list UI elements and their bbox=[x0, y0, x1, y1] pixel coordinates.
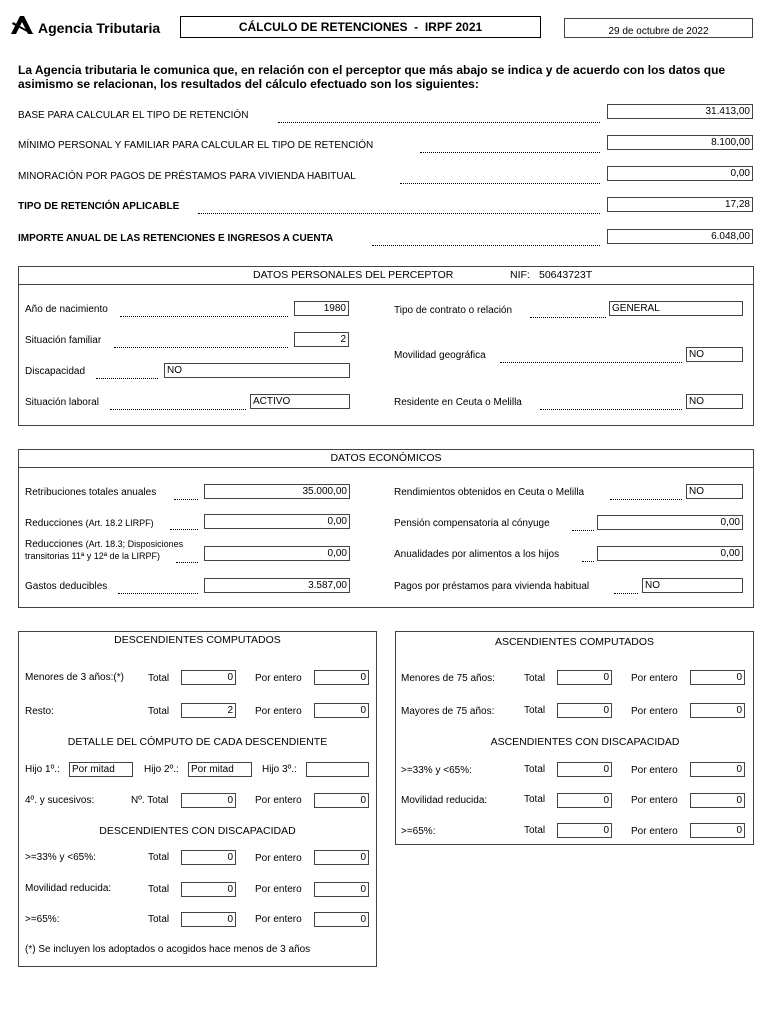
gastos-label: Gastos deducibles bbox=[25, 581, 108, 592]
asc-entero-label: Por entero bbox=[631, 826, 678, 837]
desc-menores-total: 0 bbox=[181, 670, 236, 685]
asc-entero-label: Por entero bbox=[631, 765, 678, 776]
red2-note1: (Art. 18.3; Disposiciones bbox=[85, 539, 184, 549]
leader-dots bbox=[96, 366, 158, 379]
desc-resto-label: Resto: bbox=[25, 706, 54, 717]
desc-menores-label: Menores de 3 años:(*) bbox=[25, 672, 124, 683]
work-label: Situación laboral bbox=[25, 397, 99, 408]
leader-dots bbox=[174, 487, 198, 500]
disability-field: NO bbox=[164, 363, 350, 378]
summary-label-base: BASE PARA CALCULAR EL TIPO DE RETENCIÓN bbox=[18, 110, 249, 121]
disability-label: Discapacidad bbox=[25, 366, 86, 377]
red2-note2: transitorias 11ª y 12ª de la LIRPF) bbox=[25, 551, 161, 561]
birth-field: 1980 bbox=[294, 301, 349, 316]
red1-note: (Art. 18.2 LIRPF) bbox=[85, 518, 154, 528]
hijo2-label: Hijo 2º.: bbox=[144, 764, 179, 775]
a1-entero: 0 bbox=[690, 762, 745, 777]
desc-entero-label: Por entero bbox=[255, 673, 302, 684]
footnote: (*) Se incluyen los adoptados o acogidos hace menos de 3 años bbox=[25, 944, 311, 955]
a3-entero: 0 bbox=[690, 823, 745, 838]
leader-dots bbox=[400, 171, 600, 184]
leader-dots bbox=[610, 487, 682, 500]
agency-logo-icon bbox=[10, 14, 36, 36]
contract-label: Tipo de contrato o relación bbox=[394, 305, 513, 316]
desc-entero-label: Por entero bbox=[255, 914, 302, 925]
desc-entero-label: Por entero bbox=[255, 795, 302, 806]
summary-value-importe: 6.048,00 bbox=[607, 229, 753, 244]
leader-dots bbox=[372, 233, 600, 246]
leader-dots bbox=[540, 397, 682, 410]
gastos-field: 3.587,00 bbox=[204, 578, 350, 593]
summary-label-minoracion: MINORACIÓN POR PAGOS DE PRÉSTAMOS PARA VIVIENDA HABITUAL bbox=[18, 171, 356, 182]
desc-resto-total: 2 bbox=[181, 703, 236, 718]
intro-text: La Agencia tributaria le comunica que, en relación con el perceptor que más abajo se indica y de acuerdo con los datos que asimismo se relacionan, los resultados del cálculo efectuado son los siguientes: bbox=[18, 63, 726, 91]
asc-disc-title: ASCENDIENTES CON DISCAPACIDAD bbox=[490, 736, 680, 748]
pension-label: Pensión compensatoria al cónyuge bbox=[394, 518, 550, 529]
m75-total: 0 bbox=[557, 670, 612, 685]
asc-total-label: Total bbox=[524, 825, 546, 836]
d3-label: >=65%: bbox=[25, 914, 60, 925]
red1-label-text: Reducciones bbox=[25, 518, 83, 529]
asc-total-label: Total bbox=[524, 673, 546, 684]
a3-total: 0 bbox=[557, 823, 612, 838]
anual-label: Anualidades por alimentos a los hijos bbox=[394, 549, 560, 560]
asc-total-label: Total bbox=[524, 764, 546, 775]
descendientes-panel-title: DESCENDIENTES COMPUTADOS bbox=[114, 634, 281, 646]
rend-field: NO bbox=[686, 484, 743, 499]
summary-label-tipo: TIPO DE RETENCIÓN APLICABLE bbox=[18, 201, 180, 212]
d3-total: 0 bbox=[181, 912, 236, 927]
leader-dots bbox=[420, 140, 600, 153]
desc-entero-label: Por entero bbox=[255, 706, 302, 717]
leader-dots bbox=[120, 304, 288, 317]
leader-dots bbox=[114, 335, 288, 348]
asc-total-label: Total bbox=[524, 705, 546, 716]
may75-entero: 0 bbox=[690, 703, 745, 718]
d1-total: 0 bbox=[181, 850, 236, 865]
hijo1-label: Hijo 1º.: bbox=[25, 764, 60, 775]
rend-label: Rendimientos obtenidos en Ceuta o Melilla bbox=[394, 487, 585, 498]
family-label: Situación familiar bbox=[25, 335, 102, 346]
m75-entero: 0 bbox=[690, 670, 745, 685]
ascendientes-panel-title: ASCENDIENTES COMPUTADOS bbox=[494, 636, 655, 648]
d2-total: 0 bbox=[181, 882, 236, 897]
hijo2-field: Por mitad bbox=[188, 762, 252, 777]
asc-entero-label: Por entero bbox=[631, 706, 678, 717]
may75-total: 0 bbox=[557, 703, 612, 718]
date-text: 29 de octubre de 2022 bbox=[608, 26, 709, 37]
nif-value: 50643723T bbox=[539, 269, 593, 281]
leader-dots bbox=[118, 581, 198, 594]
economic-panel-header bbox=[19, 450, 753, 468]
desc-total-label: Total bbox=[148, 673, 170, 684]
d2-entero: 0 bbox=[314, 882, 369, 897]
desc-entero-label: Por entero bbox=[255, 884, 302, 895]
red1-label bbox=[25, 517, 154, 530]
ascendientes-panel-header bbox=[396, 634, 753, 651]
summary-value-base: 31.413,00 bbox=[607, 104, 753, 119]
summary-label-minimo: MÍNIMO PERSONAL Y FAMILIAR PARA CALCULAR EL TIPO DE RETENCIÓN bbox=[18, 140, 374, 151]
desc-entero-label: Por entero bbox=[255, 853, 302, 864]
family-field: 2 bbox=[294, 332, 349, 347]
economic-panel-title: DATOS ECONÓMICOS bbox=[330, 452, 442, 464]
resident-label: Residente en Ceuta o Melilla bbox=[394, 397, 522, 408]
asc-total-label: Total bbox=[524, 794, 546, 805]
leader-dots bbox=[176, 550, 198, 563]
summary-label-importe: IMPORTE ANUAL DE LAS RETENCIONES E INGRESOS A CUENTA bbox=[18, 233, 334, 244]
a2-label: Movilidad reducida: bbox=[401, 795, 488, 806]
contract-field: GENERAL bbox=[609, 301, 743, 316]
hijo3-label: Hijo 3º.: bbox=[262, 764, 297, 775]
cuarto-entero: 0 bbox=[314, 793, 369, 808]
red2-label-text: Reducciones bbox=[25, 539, 83, 550]
agency-logo bbox=[10, 14, 36, 36]
retrib-label: Retribuciones totales anuales bbox=[25, 487, 157, 498]
leader-dots bbox=[170, 517, 198, 530]
page-title-text: CÁLCULO DE RETENCIONES - IRPF 2021 bbox=[238, 20, 483, 34]
desc-total-label: Total bbox=[148, 852, 170, 863]
a2-total: 0 bbox=[557, 793, 612, 808]
summary-value-minoracion: 0,00 bbox=[607, 166, 753, 181]
desc-total-label: Total bbox=[148, 884, 170, 895]
cuarto-label: 4º. y sucesivos: bbox=[25, 795, 95, 806]
summary-value-minimo: 8.100,00 bbox=[607, 135, 753, 150]
resident-field: NO bbox=[686, 394, 743, 409]
desc-menores-entero: 0 bbox=[314, 670, 369, 685]
personal-panel-header bbox=[19, 267, 753, 285]
d1-label: >=33% y <65%: bbox=[25, 852, 96, 863]
hijo1-field: Por mitad bbox=[69, 762, 133, 777]
desc-total-label: Total bbox=[148, 914, 170, 925]
retrib-field: 35.000,00 bbox=[204, 484, 350, 499]
d3-entero: 0 bbox=[314, 912, 369, 927]
descendientes-panel-header bbox=[19, 632, 376, 649]
anual-field: 0,00 bbox=[597, 546, 743, 561]
a1-total: 0 bbox=[557, 762, 612, 777]
a2-entero: 0 bbox=[690, 793, 745, 808]
leader-dots bbox=[278, 110, 600, 123]
leader-dots bbox=[198, 201, 600, 214]
desc-resto-entero: 0 bbox=[314, 703, 369, 718]
pagos-field: NO bbox=[642, 578, 743, 593]
mobility-field: NO bbox=[686, 347, 743, 362]
leader-dots bbox=[614, 581, 638, 594]
leader-dots bbox=[500, 350, 682, 363]
pagos-label: Pagos por préstamos para vivienda habitual bbox=[394, 581, 590, 592]
asc-entero-label: Por entero bbox=[631, 673, 678, 684]
brand-name: Agencia Tributaria bbox=[38, 20, 161, 36]
desc-total-label: Total bbox=[148, 706, 170, 717]
leader-dots bbox=[530, 305, 606, 318]
detalle-title: DETALLE DEL CÓMPUTO DE CADA DESCENDIENTE bbox=[67, 736, 328, 748]
may75-label: Mayores de 75 años: bbox=[401, 706, 495, 717]
leader-dots bbox=[572, 518, 594, 531]
m75-label: Menores de 75 años: bbox=[401, 673, 495, 684]
red2-field: 0,00 bbox=[204, 546, 350, 561]
leader-dots bbox=[110, 397, 246, 410]
red1-field: 0,00 bbox=[204, 514, 350, 529]
birth-label: Año de nacimiento bbox=[25, 304, 108, 315]
work-field: ACTIVO bbox=[250, 394, 350, 409]
personal-panel-title: DATOS PERSONALES DEL PERCEPTOR bbox=[253, 269, 454, 281]
pension-field: 0,00 bbox=[597, 515, 743, 530]
date-box bbox=[564, 18, 753, 38]
d1-entero: 0 bbox=[314, 850, 369, 865]
desc-disc-title: DESCENDIENTES CON DISCAPACIDAD bbox=[99, 825, 296, 837]
mobility-label: Movilidad geográfica bbox=[394, 350, 486, 361]
hijo3-field bbox=[306, 762, 369, 777]
cuarto-total: 0 bbox=[181, 793, 236, 808]
d2-label: Movilidad reducida: bbox=[25, 883, 112, 894]
page-title bbox=[180, 16, 541, 38]
a1-label: >=33% y <65%: bbox=[401, 765, 472, 776]
summary-value-tipo: 17,28 bbox=[607, 197, 753, 212]
num-total-label: Nº. Total bbox=[131, 795, 169, 806]
a3-label: >=65%: bbox=[401, 826, 436, 837]
nif-label: NIF: bbox=[510, 269, 530, 281]
asc-entero-label: Por entero bbox=[631, 795, 678, 806]
leader-dots bbox=[582, 549, 594, 562]
